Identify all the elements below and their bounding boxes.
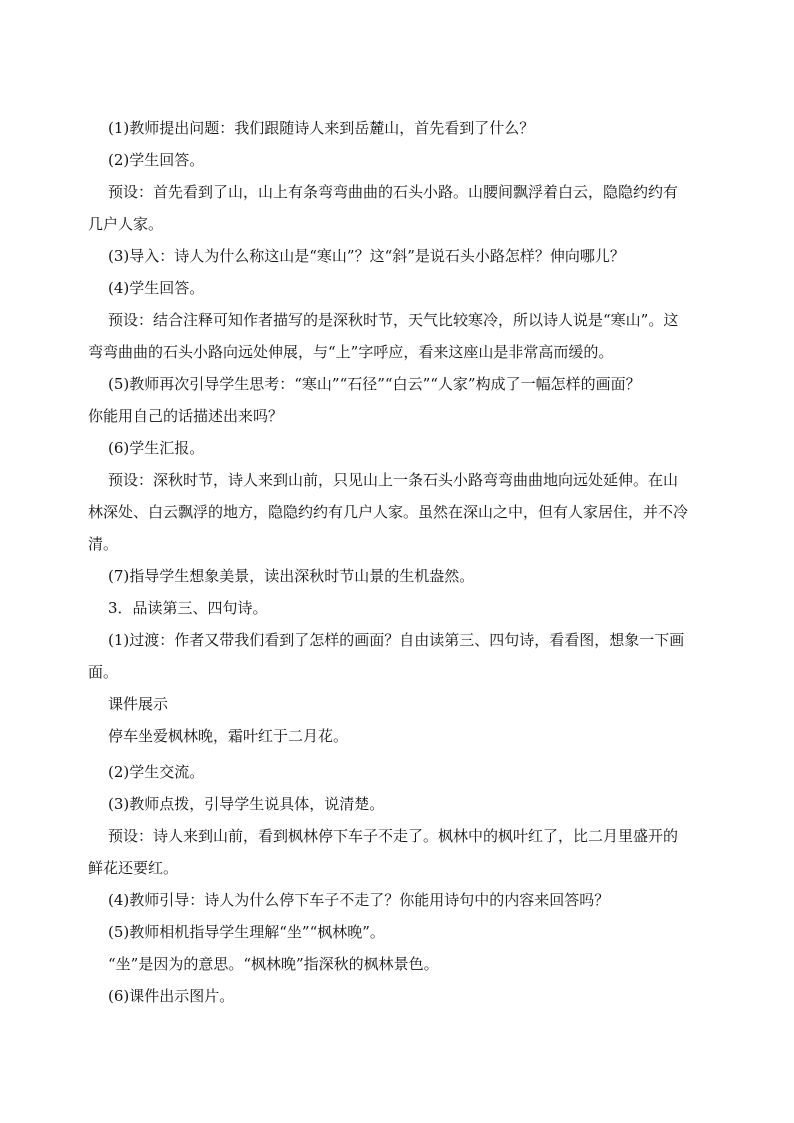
paragraph-line: “坐”是因为的意思。“枫林晚”指深秋的枫林景色。 [108,955,439,973]
paragraph-line: 你能用自己的话描述出来吗？ [88,407,284,425]
paragraph-line: (6)课件出示图片。 [108,987,235,1005]
paragraph-line: 鲜花还要红。 [88,859,179,877]
paragraph-line: (4)学生回答。 [108,279,205,297]
paragraph-line: 预设：深秋时节，诗人来到山前，只见山上一条石头小路弯弯曲曲地向远处延伸。在山 [108,471,679,489]
poem-line: 停车坐爱枫林晚，霜叶红于二月花。 [108,727,349,745]
paragraph-line: (5)教师相机指导学生理解“坐”“枫林晚”。 [108,923,385,941]
paragraph-line: 预设：首先看到了山，山上有条弯弯曲曲的石头小路。山腰间飘浮着白云，隐隐约约有 [108,183,679,201]
paragraph-line: 几户人家。 [88,215,164,233]
paragraph-line: (2)学生交流。 [108,763,205,781]
paragraph-line: (3)教师点拨，引导学生说具体，说清楚。 [108,795,385,813]
paragraph-line: (5)教师再次引导学生思考：“寒山”“石径”“白云”“人家”构成了一幅怎样的画面？ [108,375,641,393]
paragraph-line: (2)学生回答。 [108,151,205,169]
paragraph-line: (1)教师提出问题：我们跟随诗人来到岳麓山，首先看到了什么？ [108,119,535,137]
paragraph-line: 清。 [88,535,119,553]
paragraph-line: (1)过渡：作者又带我们看到了怎样的画面？自由读第三、四句诗，看看图，想象一下画 [108,631,685,649]
section-heading: 3．品读第三、四句诗。 [108,599,268,617]
paragraph-line: (6)学生汇报。 [108,439,205,457]
paragraph-line: (3)导入：诗人为什么称这山是“寒山”？这“斜”是说石头小路怎样？伸向哪儿？ [108,247,625,265]
courseware-label: 课件展示 [108,695,169,713]
paragraph-line: (7)指导学生想象美景，读出深秋时节山景的生机盎然。 [108,567,475,585]
paragraph-line: 预设：结合注释可知作者描写的是深秋时节，天气比较寒冷，所以诗人说是“寒山”。这 [108,311,679,329]
paragraph-line: 弯弯曲曲的石头小路向远处伸展，与“上”字呼应，看来这座山是非常高而缓的。 [88,343,614,361]
paragraph-line: 林深处、白云飘浮的地方，隐隐约约有几户人家。虽然在深山之中，但有人家居住，并不冷 [88,503,689,521]
paragraph-line: 预设：诗人来到山前，看到枫林停下车子不走了。枫林中的枫叶红了，比二月里盛开的 [108,827,679,845]
paragraph-line: (4)教师引导：诗人为什么停下车子不走了？你能用诗句中的内容来回答吗？ [108,891,610,909]
paragraph-line: 面。 [88,663,119,681]
